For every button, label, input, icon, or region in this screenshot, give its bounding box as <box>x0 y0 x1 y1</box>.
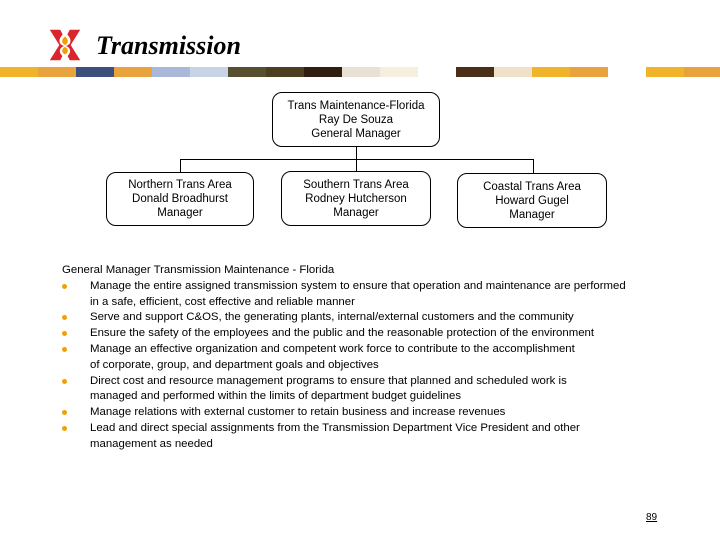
stripe-segment <box>0 67 38 77</box>
org-box-southern-trans-area <box>281 171 431 226</box>
org-unit: Northern Trans Area <box>128 179 232 191</box>
responsibility-text-line: Lead and direct special assignments from the Transmission Department Vice President and other <box>90 421 580 434</box>
bullet-icon <box>62 347 67 352</box>
connector-northern <box>180 159 181 173</box>
responsibility-text-line: Manage relations with external customer to retain business and increase revenues <box>90 406 506 419</box>
responsibility-item <box>62 405 662 421</box>
responsibilities-list <box>62 279 662 453</box>
bullet-icon <box>62 284 67 289</box>
org-person: Ray De Souza <box>318 113 394 126</box>
stripe-segment <box>418 67 456 77</box>
stripe-segment <box>684 67 720 77</box>
bullet-icon <box>62 331 67 336</box>
org-title: Manager <box>157 207 203 219</box>
responsibility-text-line: Manage an effective organization and competent work force to contribute to the accomplishment <box>90 342 575 355</box>
stripe-segment <box>342 67 380 77</box>
responsibility-item <box>62 326 662 342</box>
stripe-segment <box>380 67 418 77</box>
bullet-icon <box>62 315 67 320</box>
responsibility-text-line: Manage the entire assigned transmission system to ensure that operation and maintenance are performed <box>90 279 626 292</box>
stripe-segment <box>304 67 342 77</box>
responsibility-text-line: in a safe, efficient, cost effective and reliable manner <box>90 295 355 308</box>
connector-root-down <box>356 146 357 159</box>
responsibility-text-line: Serve and support C&OS, the generating plants, internal/external customers and the community <box>90 311 574 324</box>
connector-coastal <box>533 159 534 174</box>
responsibility-text-line: Direct cost and resource management programs to ensure that planned and scheduled work is <box>90 374 567 387</box>
connector-horizontal <box>180 159 534 160</box>
stripe-segment <box>228 67 266 77</box>
responsibility-text-line: Ensure the safety of the employees and the public and the reasonable protection of the environment <box>90 327 595 340</box>
org-title: Manager <box>333 206 379 219</box>
org-title: Manager <box>509 208 555 221</box>
org-box-coastal-trans-area <box>457 173 607 228</box>
org-unit: Southern Trans Area <box>303 178 409 191</box>
bullet-icon <box>62 379 67 384</box>
org-box-general-manager <box>272 92 440 147</box>
stripe-segment <box>494 67 532 77</box>
stripe-segment <box>76 67 114 77</box>
responsibility-item <box>62 310 662 326</box>
responsibility-item <box>62 374 662 406</box>
responsibility-item <box>62 421 662 453</box>
page-title: Transmission <box>96 31 241 60</box>
org-person: Donald Broadhurst <box>132 193 228 205</box>
responsibility-item <box>62 342 662 374</box>
company-logo <box>46 26 84 64</box>
stripe-segment <box>190 67 228 77</box>
stripe-segment <box>570 67 608 77</box>
org-unit: Trans Maintenance-Florida <box>287 99 425 112</box>
org-unit: Coastal Trans Area <box>483 180 581 193</box>
stripe-segment <box>532 67 570 77</box>
responsibilities-section <box>62 263 662 453</box>
stripe-segment <box>646 67 684 77</box>
bullet-icon <box>62 426 67 431</box>
stripe-segment <box>266 67 304 77</box>
responsibility-text-line: management as needed <box>90 437 213 450</box>
responsibility-text-line: managed and performed within the limits of department budget guidelines <box>90 390 462 403</box>
responsibility-text-line: of corporate, group, and department goals and objectives <box>90 358 379 371</box>
org-person: Howard Gugel <box>495 194 569 207</box>
page-number: 89 <box>646 512 658 523</box>
bullet-icon <box>62 410 67 415</box>
stripe-segment <box>456 67 494 77</box>
stripe-segment <box>152 67 190 77</box>
stripe-segment <box>608 67 646 77</box>
color-stripe-divider <box>0 67 720 77</box>
stripe-segment <box>38 67 76 77</box>
responsibility-item <box>62 279 662 311</box>
org-title: General Manager <box>311 127 401 140</box>
org-box-northern-trans-area <box>106 172 254 226</box>
stripe-segment <box>114 67 152 77</box>
responsibilities-heading: General Manager Transmission Maintenance - Florida <box>62 264 335 276</box>
org-person: Rodney Hutcherson <box>305 192 407 205</box>
